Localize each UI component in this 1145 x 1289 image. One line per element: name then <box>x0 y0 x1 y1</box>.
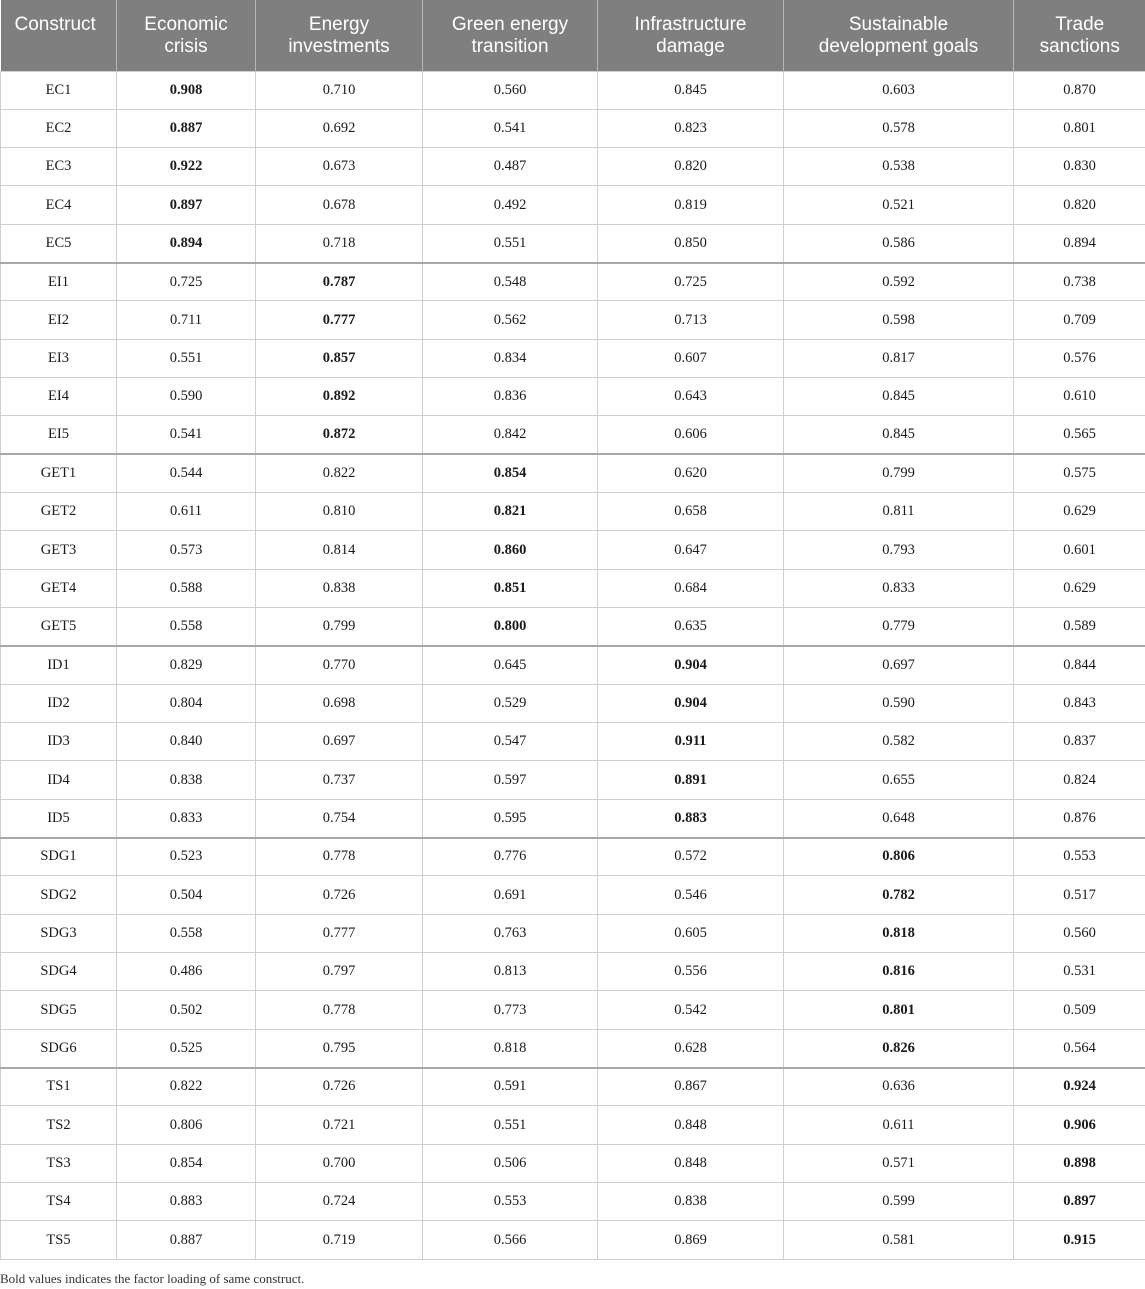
row-label: SDG2 <box>1 876 117 914</box>
loading-cell: 0.867 <box>598 1068 784 1106</box>
column-header-line: Sustainable <box>848 14 949 35</box>
loading-cell: 0.551 <box>117 339 256 377</box>
loading-cell: 0.719 <box>256 1221 423 1259</box>
loading-cell-own-construct: 0.854 <box>423 454 598 492</box>
loading-cell: 0.603 <box>784 71 1014 109</box>
row-label: TS2 <box>1 1106 117 1144</box>
row-label: GET4 <box>1 569 117 607</box>
loading-cell-own-construct: 0.904 <box>598 646 784 684</box>
loading-cell-own-construct: 0.800 <box>423 608 598 646</box>
loading-cell: 0.628 <box>598 1029 784 1067</box>
column-header-construct <box>1 0 117 71</box>
loading-cell: 0.592 <box>784 263 1014 301</box>
loading-cell: 0.823 <box>598 109 784 147</box>
loading-cell: 0.845 <box>598 71 784 109</box>
loading-cell: 0.572 <box>598 838 784 876</box>
loading-cell: 0.598 <box>784 301 1014 339</box>
loading-cell: 0.607 <box>598 339 784 377</box>
loading-cell: 0.836 <box>423 378 598 416</box>
loading-cell: 0.589 <box>1014 608 1145 646</box>
loading-cell: 0.521 <box>784 186 1014 224</box>
row-label: GET5 <box>1 608 117 646</box>
column-header <box>256 0 423 71</box>
row-label: EC1 <box>1 71 117 109</box>
loading-cell: 0.797 <box>256 953 423 991</box>
column-header <box>1014 0 1145 71</box>
table-row <box>1 914 1145 952</box>
loading-cell: 0.793 <box>784 531 1014 569</box>
loading-cell: 0.814 <box>256 531 423 569</box>
loading-cell: 0.726 <box>256 1068 423 1106</box>
loading-cell: 0.837 <box>1014 723 1145 761</box>
loading-cell: 0.648 <box>784 799 1014 837</box>
loading-cell: 0.845 <box>784 416 1014 454</box>
loading-cell: 0.597 <box>423 761 598 799</box>
loading-cell: 0.830 <box>1014 148 1145 186</box>
loading-cell: 0.655 <box>784 761 1014 799</box>
loading-cell: 0.611 <box>117 493 256 531</box>
loading-cell-own-construct: 0.782 <box>784 876 1014 914</box>
loading-cell: 0.556 <box>598 953 784 991</box>
loading-cell: 0.778 <box>256 991 423 1029</box>
loading-cell: 0.610 <box>1014 378 1145 416</box>
table-row <box>1 723 1145 761</box>
column-header-line: Economic <box>144 14 228 35</box>
loading-cell: 0.551 <box>423 224 598 262</box>
row-label: SDG4 <box>1 953 117 991</box>
loading-cell-own-construct: 0.908 <box>117 71 256 109</box>
loading-cell: 0.551 <box>423 1106 598 1144</box>
column-header-line: transition <box>471 36 549 57</box>
loading-cell-own-construct: 0.801 <box>784 991 1014 1029</box>
loading-cell: 0.692 <box>256 109 423 147</box>
loading-cell-own-construct: 0.777 <box>256 301 423 339</box>
loading-cell-own-construct: 0.915 <box>1014 1221 1145 1259</box>
column-header-line: Trade <box>1055 14 1105 35</box>
column-header <box>784 0 1014 71</box>
loading-cell: 0.565 <box>1014 416 1145 454</box>
loading-cell: 0.606 <box>598 416 784 454</box>
table-header <box>1 0 1145 71</box>
loading-cell: 0.804 <box>117 684 256 722</box>
loading-cell: 0.523 <box>117 838 256 876</box>
table-row <box>1 71 1145 109</box>
loading-cell-own-construct: 0.894 <box>117 224 256 262</box>
loading-cell: 0.713 <box>598 301 784 339</box>
loading-cell: 0.726 <box>256 876 423 914</box>
loading-cell: 0.582 <box>784 723 1014 761</box>
loading-cell: 0.544 <box>117 454 256 492</box>
loading-cell: 0.636 <box>784 1068 1014 1106</box>
loading-cell-own-construct: 0.883 <box>598 799 784 837</box>
loading-cell: 0.576 <box>1014 339 1145 377</box>
row-label: EI1 <box>1 263 117 301</box>
loading-cell: 0.822 <box>256 454 423 492</box>
loading-cell: 0.894 <box>1014 224 1145 262</box>
loading-cell: 0.737 <box>256 761 423 799</box>
table-row <box>1 761 1145 799</box>
table-row <box>1 416 1145 454</box>
table-row <box>1 1144 1145 1182</box>
loading-cell-own-construct: 0.897 <box>1014 1183 1145 1221</box>
loading-cell: 0.725 <box>598 263 784 301</box>
table-row <box>1 186 1145 224</box>
loading-cell-own-construct: 0.860 <box>423 531 598 569</box>
loading-cell: 0.848 <box>598 1106 784 1144</box>
column-header-line: Infrastructure <box>634 14 747 35</box>
loading-cell-own-construct: 0.857 <box>256 339 423 377</box>
loading-cell: 0.547 <box>423 723 598 761</box>
loading-cell: 0.558 <box>117 608 256 646</box>
loading-cell: 0.542 <box>598 991 784 1029</box>
loading-cell-own-construct: 0.898 <box>1014 1144 1145 1182</box>
row-label: SDG3 <box>1 914 117 952</box>
loading-cell: 0.571 <box>784 1144 1014 1182</box>
loading-cell: 0.575 <box>1014 454 1145 492</box>
row-label: SDG1 <box>1 838 117 876</box>
column-header-line: Green energy <box>451 14 569 35</box>
loading-cell: 0.590 <box>784 684 1014 722</box>
loading-cell: 0.843 <box>1014 684 1145 722</box>
loading-cell: 0.629 <box>1014 569 1145 607</box>
loading-cell-own-construct: 0.887 <box>117 109 256 147</box>
loading-cell: 0.658 <box>598 493 784 531</box>
table-row <box>1 953 1145 991</box>
loading-cell: 0.586 <box>784 224 1014 262</box>
loading-cell: 0.829 <box>117 646 256 684</box>
table-row <box>1 838 1145 876</box>
loading-cell: 0.684 <box>598 569 784 607</box>
loading-cell: 0.777 <box>256 914 423 952</box>
loading-cell-own-construct: 0.897 <box>117 186 256 224</box>
loading-cell: 0.778 <box>256 838 423 876</box>
row-label: EC5 <box>1 224 117 262</box>
loading-cell: 0.833 <box>784 569 1014 607</box>
loading-cell-own-construct: 0.906 <box>1014 1106 1145 1144</box>
loading-cell: 0.820 <box>598 148 784 186</box>
loading-cell: 0.824 <box>1014 761 1145 799</box>
table-row <box>1 148 1145 186</box>
header-row <box>1 0 1145 71</box>
loading-cell: 0.506 <box>423 1144 598 1182</box>
row-label: ID3 <box>1 723 117 761</box>
loading-cell: 0.887 <box>117 1221 256 1259</box>
loading-cell: 0.601 <box>1014 531 1145 569</box>
loading-cell: 0.810 <box>256 493 423 531</box>
loading-cell: 0.558 <box>117 914 256 952</box>
table-row <box>1 378 1145 416</box>
row-label: EI3 <box>1 339 117 377</box>
loading-cell: 0.611 <box>784 1106 1014 1144</box>
loading-cell: 0.710 <box>256 71 423 109</box>
loading-cell: 0.504 <box>117 876 256 914</box>
loading-cell: 0.779 <box>784 608 1014 646</box>
loading-cell: 0.620 <box>598 454 784 492</box>
loading-cell: 0.673 <box>256 148 423 186</box>
loading-cell: 0.492 <box>423 186 598 224</box>
column-header-line: investments <box>288 36 390 57</box>
loading-cell: 0.842 <box>423 416 598 454</box>
loading-cell: 0.553 <box>423 1183 598 1221</box>
row-label: TS3 <box>1 1144 117 1182</box>
loading-cell: 0.599 <box>784 1183 1014 1221</box>
loading-cell: 0.754 <box>256 799 423 837</box>
loading-cell-own-construct: 0.904 <box>598 684 784 722</box>
row-label: EC3 <box>1 148 117 186</box>
loading-cell: 0.801 <box>1014 109 1145 147</box>
table-footnote: Bold values indicates the factor loading of same construct. <box>0 1271 305 1286</box>
loading-cell-own-construct: 0.816 <box>784 953 1014 991</box>
table-row <box>1 301 1145 339</box>
loading-cell-own-construct: 0.821 <box>423 493 598 531</box>
loading-cell: 0.817 <box>784 339 1014 377</box>
table-row <box>1 531 1145 569</box>
loading-cell: 0.645 <box>423 646 598 684</box>
loading-cell: 0.725 <box>117 263 256 301</box>
table-row <box>1 608 1145 646</box>
table-row <box>1 1183 1145 1221</box>
table-row <box>1 263 1145 301</box>
column-header-line: damage <box>656 36 725 57</box>
loading-cell: 0.643 <box>598 378 784 416</box>
row-label: GET3 <box>1 531 117 569</box>
loading-cell: 0.538 <box>784 148 1014 186</box>
loading-cell: 0.840 <box>117 723 256 761</box>
loading-cell: 0.883 <box>117 1183 256 1221</box>
loading-cell: 0.553 <box>1014 838 1145 876</box>
loading-cell: 0.813 <box>423 953 598 991</box>
table-row <box>1 109 1145 147</box>
loading-cell: 0.541 <box>117 416 256 454</box>
loading-cell: 0.850 <box>598 224 784 262</box>
loading-cell: 0.819 <box>598 186 784 224</box>
loading-cell: 0.838 <box>598 1183 784 1221</box>
loading-cell: 0.529 <box>423 684 598 722</box>
loading-cell-own-construct: 0.826 <box>784 1029 1014 1067</box>
loading-cell: 0.820 <box>1014 186 1145 224</box>
row-label: ID2 <box>1 684 117 722</box>
column-header-line: development goals <box>818 36 979 57</box>
table-row <box>1 799 1145 837</box>
row-label: GET2 <box>1 493 117 531</box>
column-header <box>117 0 256 71</box>
row-label: EI4 <box>1 378 117 416</box>
column-header-line: crisis <box>164 36 208 57</box>
table-row <box>1 684 1145 722</box>
table-row <box>1 569 1145 607</box>
loading-cell-own-construct: 0.851 <box>423 569 598 607</box>
loading-cell-own-construct: 0.787 <box>256 263 423 301</box>
row-label: EI2 <box>1 301 117 339</box>
loading-cell: 0.691 <box>423 876 598 914</box>
row-label: EC2 <box>1 109 117 147</box>
table-row <box>1 1029 1145 1067</box>
loading-cell: 0.795 <box>256 1029 423 1067</box>
loading-cell: 0.818 <box>423 1029 598 1067</box>
loading-cell: 0.486 <box>117 953 256 991</box>
loading-cell: 0.845 <box>784 378 1014 416</box>
loading-cell: 0.525 <box>117 1029 256 1067</box>
loading-cell: 0.560 <box>423 71 598 109</box>
loading-cell-own-construct: 0.872 <box>256 416 423 454</box>
loading-cell: 0.517 <box>1014 876 1145 914</box>
column-header <box>598 0 784 71</box>
loading-cell: 0.724 <box>256 1183 423 1221</box>
loading-cell: 0.697 <box>784 646 1014 684</box>
loading-cell-own-construct: 0.806 <box>784 838 1014 876</box>
loading-cell-own-construct: 0.891 <box>598 761 784 799</box>
row-label: ID4 <box>1 761 117 799</box>
loading-cell: 0.848 <box>598 1144 784 1182</box>
loading-cell: 0.647 <box>598 531 784 569</box>
row-label: ID1 <box>1 646 117 684</box>
loading-cell: 0.487 <box>423 148 598 186</box>
column-header-line: sanctions <box>1039 36 1120 57</box>
loading-cell: 0.806 <box>117 1106 256 1144</box>
loading-cell: 0.573 <box>117 531 256 569</box>
table-row <box>1 224 1145 262</box>
table-row <box>1 1106 1145 1144</box>
loading-cell-own-construct: 0.922 <box>117 148 256 186</box>
table-row <box>1 493 1145 531</box>
loading-cell: 0.838 <box>256 569 423 607</box>
row-label: ID5 <box>1 799 117 837</box>
loading-cell: 0.799 <box>256 608 423 646</box>
loading-cell: 0.678 <box>256 186 423 224</box>
loading-cell: 0.566 <box>423 1221 598 1259</box>
loading-cell: 0.629 <box>1014 493 1145 531</box>
loading-cell: 0.834 <box>423 339 598 377</box>
loading-cell: 0.799 <box>784 454 1014 492</box>
row-label: SDG5 <box>1 991 117 1029</box>
loading-cell: 0.560 <box>1014 914 1145 952</box>
table-row <box>1 454 1145 492</box>
loading-cell: 0.709 <box>1014 301 1145 339</box>
loading-cell-own-construct: 0.892 <box>256 378 423 416</box>
loading-cell: 0.700 <box>256 1144 423 1182</box>
table-body <box>1 71 1145 1259</box>
loading-cell: 0.711 <box>117 301 256 339</box>
loading-cell: 0.509 <box>1014 991 1145 1029</box>
loading-cell: 0.546 <box>598 876 784 914</box>
row-label: TS1 <box>1 1068 117 1106</box>
loading-cell-own-construct: 0.924 <box>1014 1068 1145 1106</box>
loading-cell: 0.776 <box>423 838 598 876</box>
loading-cell: 0.721 <box>256 1106 423 1144</box>
loading-cell: 0.578 <box>784 109 1014 147</box>
loading-cell: 0.548 <box>423 263 598 301</box>
loading-cell-own-construct: 0.818 <box>784 914 1014 952</box>
loading-cell: 0.581 <box>784 1221 1014 1259</box>
loading-cell: 0.811 <box>784 493 1014 531</box>
row-label: TS4 <box>1 1183 117 1221</box>
loading-cell: 0.833 <box>117 799 256 837</box>
loading-cell: 0.697 <box>256 723 423 761</box>
loading-cell: 0.698 <box>256 684 423 722</box>
loading-cell: 0.718 <box>256 224 423 262</box>
loading-cell: 0.595 <box>423 799 598 837</box>
column-header-line: Energy <box>308 14 370 35</box>
loading-cell: 0.844 <box>1014 646 1145 684</box>
loading-cell: 0.541 <box>423 109 598 147</box>
loading-cell: 0.876 <box>1014 799 1145 837</box>
loading-cell: 0.588 <box>117 569 256 607</box>
column-header-line: Construct <box>14 14 96 35</box>
loading-cell: 0.564 <box>1014 1029 1145 1067</box>
loading-cell: 0.770 <box>256 646 423 684</box>
loading-cell: 0.531 <box>1014 953 1145 991</box>
loading-cell: 0.590 <box>117 378 256 416</box>
table-row <box>1 646 1145 684</box>
row-label: EI5 <box>1 416 117 454</box>
loading-cell: 0.838 <box>117 761 256 799</box>
row-label: SDG6 <box>1 1029 117 1067</box>
column-header <box>423 0 598 71</box>
table-row <box>1 339 1145 377</box>
loading-cell: 0.502 <box>117 991 256 1029</box>
row-label: GET1 <box>1 454 117 492</box>
loading-cell: 0.869 <box>598 1221 784 1259</box>
loading-cell: 0.870 <box>1014 71 1145 109</box>
row-label: TS5 <box>1 1221 117 1259</box>
table-row <box>1 1221 1145 1259</box>
loading-cell-own-construct: 0.911 <box>598 723 784 761</box>
loading-cell: 0.763 <box>423 914 598 952</box>
loading-cell: 0.605 <box>598 914 784 952</box>
loading-cell: 0.773 <box>423 991 598 1029</box>
table-row <box>1 1068 1145 1106</box>
loading-cell: 0.635 <box>598 608 784 646</box>
loading-cell: 0.822 <box>117 1068 256 1106</box>
table-row <box>1 876 1145 914</box>
loading-cell: 0.854 <box>117 1144 256 1182</box>
loading-cell: 0.591 <box>423 1068 598 1106</box>
loading-cell: 0.562 <box>423 301 598 339</box>
table-row <box>1 991 1145 1029</box>
row-label: EC4 <box>1 186 117 224</box>
loading-cell: 0.738 <box>1014 263 1145 301</box>
